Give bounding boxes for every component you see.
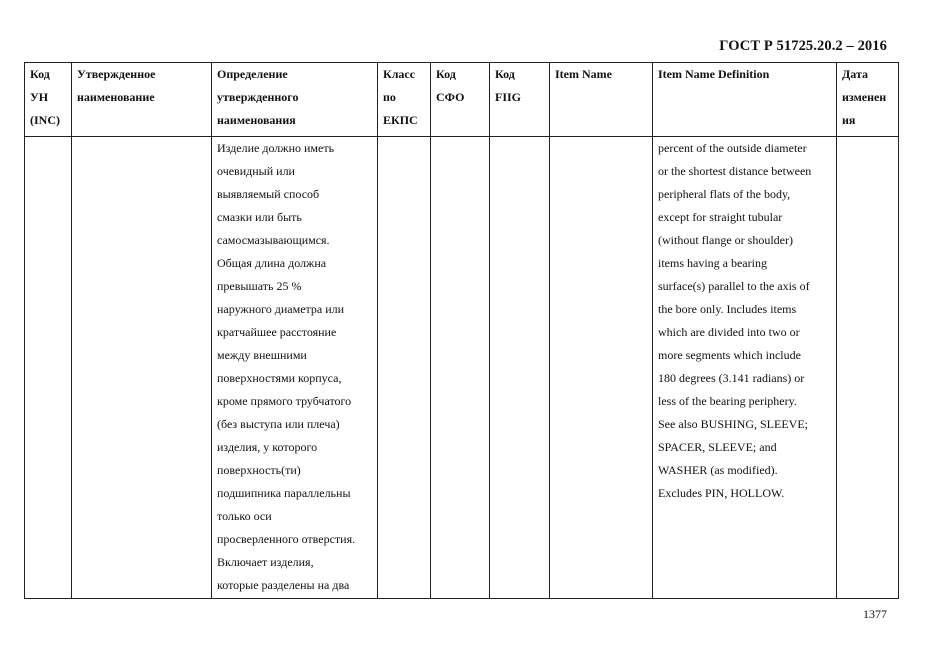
header-row — [25, 63, 899, 137]
definition-en-line: items having a bearing — [658, 256, 767, 270]
definition-en-line: 180 degrees (3.141 radians) or — [658, 371, 805, 385]
definition-ru-line: кратчайшее расстояние — [217, 325, 337, 339]
cell-item-name — [550, 137, 653, 599]
definition-ru-line: только оси — [217, 509, 272, 523]
definition-en-line: or the shortest distance between — [658, 164, 812, 178]
definition-ru-line: превышать 25 % — [217, 279, 302, 293]
table-header — [25, 63, 899, 137]
header-inc: Код УН (INC) — [25, 63, 72, 137]
definition-en-line: percent of the outside diameter — [658, 141, 807, 155]
table-row — [25, 137, 899, 599]
cell-change-date — [837, 137, 899, 599]
definition-en-line: except for straight tubular — [658, 210, 783, 224]
definition-en-line: less of the bearing periphery. — [658, 394, 797, 408]
definition-en-line: See also BUSHING, SLEEVE; — [658, 417, 808, 431]
cell-definition-ru — [212, 137, 378, 599]
definition-ru-line: которые разделены на два — [217, 578, 350, 592]
header-change-date: Дата изменен ия — [837, 63, 899, 137]
definition-ru-line: Общая длина должна — [217, 256, 327, 270]
definition-en-line: Excludes PIN, HOLLOW. — [658, 486, 785, 500]
definition-en-line: (without flange or shoulder) — [658, 233, 793, 247]
definition-ru-line: смазки или быть — [217, 210, 302, 224]
header-code-fiig: Код FIIG — [490, 63, 550, 137]
definition-ru-line: наружного диаметра или — [217, 302, 345, 316]
cell-approved-name — [72, 137, 212, 599]
specification-table — [24, 62, 899, 599]
definition-en-line: the bore only. Includes items — [658, 302, 797, 316]
definition-ru-line: кроме прямого трубчатого — [217, 394, 352, 408]
header-item-name-definition: Item Name Definition — [653, 63, 837, 137]
cell-code-sfo — [431, 137, 490, 599]
cell-class-ekps — [378, 137, 431, 599]
header-class-ekps: Класс по ЕКПС — [378, 63, 431, 137]
definition-en-line: surface(s) parallel to the axis of — [658, 279, 810, 293]
definition-ru-line: между внешними — [217, 348, 307, 362]
definition-ru-line: поверхностями корпуса, — [217, 371, 342, 385]
definition-en-line: which are divided into two or — [658, 325, 800, 339]
definition-ru-line: Изделие должно иметь — [217, 141, 335, 155]
page-number: 1377 — [863, 607, 887, 621]
standard-designation: ГОСТ Р 51725.20.2 – 2016 — [719, 38, 887, 54]
definition-ru-line: (без выступа или плеча) — [217, 417, 340, 431]
definition-ru-line: Включает изделия, — [217, 555, 314, 569]
cell-inc — [25, 137, 72, 599]
definition-ru-line: самосмазывающимся. — [217, 233, 330, 247]
definition-en-line: peripheral flats of the body, — [658, 187, 791, 201]
definition-ru-line: подшипника параллельны — [217, 486, 351, 500]
header-code-sfo: Код СФО — [431, 63, 490, 137]
definition-ru-line: выявляемый способ — [217, 187, 320, 201]
header-item-name: Item Name — [550, 63, 653, 137]
definition-en-line: more segments which include — [658, 348, 801, 362]
table-body — [25, 137, 899, 599]
definition-ru-line: просверленного отверстия. — [217, 532, 356, 546]
header-approved-name: Утвержденное наименование — [72, 63, 212, 137]
definition-en-line: SPACER, SLEEVE; and — [658, 440, 777, 454]
definition-ru-line: очевидный или — [217, 164, 295, 178]
header-definition: Определение утвержденного наименования — [212, 63, 378, 137]
definition-ru-line: поверхность(ти) — [217, 463, 301, 477]
definition-ru-line: изделия, у которого — [217, 440, 318, 454]
cell-code-fiig — [490, 137, 550, 599]
definition-en-line: WASHER (as modified). — [658, 463, 778, 477]
cell-definition-en — [653, 137, 837, 599]
